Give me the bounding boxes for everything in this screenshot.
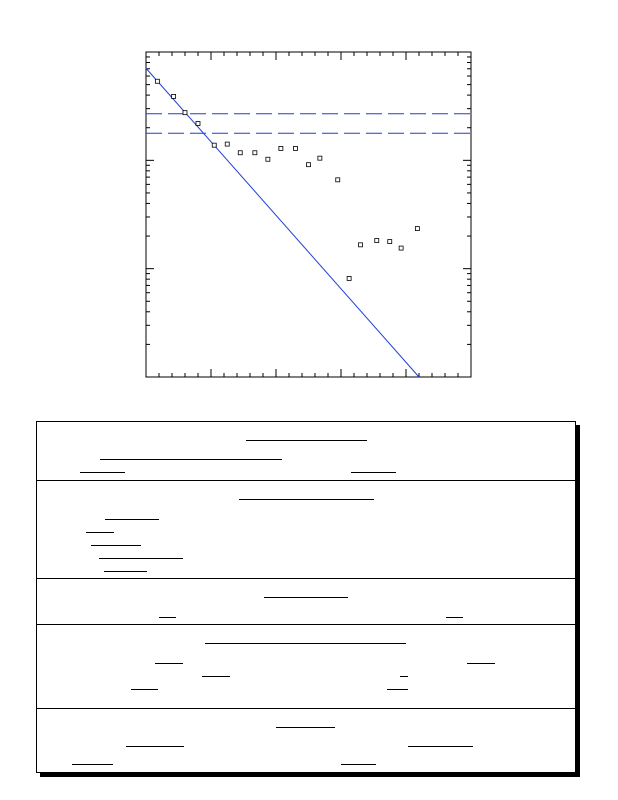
- data-point: [375, 239, 379, 243]
- placeholder-line: [155, 663, 183, 664]
- data-point: [307, 163, 311, 167]
- placeholder-line: [351, 472, 396, 473]
- placeholder-line: [264, 597, 348, 598]
- panel-section-3: [37, 579, 575, 625]
- data-point: [318, 156, 322, 160]
- placeholder-line: [446, 617, 463, 618]
- data-points: [155, 79, 419, 280]
- placeholder-line: [86, 532, 114, 533]
- data-point: [336, 178, 340, 182]
- placeholder-line: [80, 472, 125, 473]
- placeholder-line: [239, 499, 374, 500]
- placeholder-line: [408, 746, 473, 747]
- placeholder-line: [341, 764, 376, 765]
- data-point: [238, 151, 242, 155]
- panel-section-5: [37, 709, 575, 774]
- placeholder-line: [105, 519, 159, 520]
- placeholder-line: [100, 459, 282, 460]
- placeholder-line: [99, 558, 183, 559]
- legend-panel: [36, 421, 576, 773]
- data-point: [155, 79, 159, 83]
- data-point: [347, 276, 351, 280]
- panel-section-2: [37, 481, 575, 579]
- panel-section-1: [37, 422, 575, 481]
- placeholder-line: [246, 440, 367, 441]
- data-point: [266, 157, 270, 161]
- data-point: [196, 122, 200, 126]
- data-point: [183, 111, 187, 115]
- data-point: [399, 246, 403, 250]
- placeholder-line: [202, 676, 230, 677]
- placeholder-line: [387, 689, 408, 690]
- data-point: [294, 146, 298, 150]
- placeholder-line: [91, 545, 141, 546]
- placeholder-line: [400, 676, 408, 677]
- placeholder-line: [131, 689, 158, 690]
- data-point: [172, 94, 176, 98]
- data-point: [225, 142, 229, 146]
- placeholder-line: [276, 727, 335, 728]
- data-point: [388, 240, 392, 244]
- data-point: [359, 243, 363, 247]
- plot-frame: [146, 52, 471, 377]
- data-point: [415, 227, 419, 231]
- data-point: [279, 146, 283, 150]
- placeholder-line: [126, 746, 184, 747]
- placeholder-line: [205, 643, 406, 644]
- placeholder-line: [467, 663, 495, 664]
- placeholder-line: [72, 764, 113, 765]
- axis-ticks: [146, 52, 471, 377]
- placeholder-line: [104, 571, 147, 572]
- data-point: [212, 143, 216, 147]
- panel-section-4: [37, 625, 575, 709]
- placeholder-line: [159, 617, 176, 618]
- data-point: [253, 151, 257, 155]
